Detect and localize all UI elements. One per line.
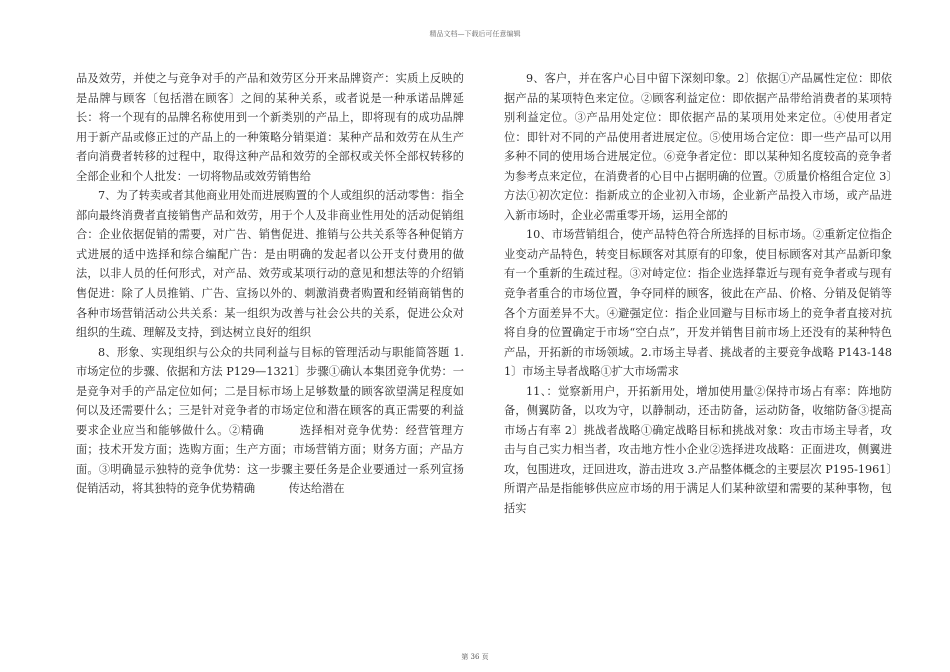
page-header: 精品文档—下载后可任意编辑 — [429, 30, 521, 38]
paragraph: 8、形象、实现组织与公众的共同利益与目标的管理活动与职能简答题 1.市场定位的步骤、依据和方法 P129—1321〕步骤①确认本集团竞争优势：一是竞争对手的产品定位如何；二是目标市场上足够数量的顾客欲望满足程度如何以及还需要什么；三是针对竞争者的市场定位和潜在顾客的真正需要的利益要求企业应当和能够做什么。②精确 选择相对竞争优势：经营管理方面；技术开发方面；选购方面；生产方面；市场营销方面；财务方面；产品方面。③明确显示独特的竞争优势：这一步骤主要任务是企业要通过一系列宣扬促销活动，将其独特的竞争优势精确 传达给潜在 — [76, 345, 464, 496]
paragraph: 品及效劳，并使之与竞争对手的产品和效劳区分开来品牌资产：实质上反映的是品牌与顾客〔包括潜在顾客〕之间的某种关系，或者说是一种承诺品牌延长：将一个现有的品牌名称使用到一个新类别的产品上，即将现有的成功品牌用于新产品或修正过的产品上的一种策略分销渠道：某种产品和效劳在从生产者向消费者转移的过程中，取得这种产品和效劳的全部权或关怀全部权转移的全部企业和个人批发：一切将物品或效劳销售给 — [76, 72, 464, 183]
page-number: 第 36 页 — [461, 653, 489, 661]
left-column — [76, 69, 464, 499]
paragraph: 7、为了转卖或者其他商业用处而进展购置的个人或组织的活动零售：指全部向最终消费者直接销售产品和效劳，用于个人及非商业性用处的活动促销组合：企业依据促销的需要，对广告、销售促进、推销与公共关系等各种促销方式进展的适中选择和综合编配广告：是由明确的发起者以公开支付费用的做法，以非人员的任何形式，对产品、效劳或某项行动的意见和想法等的介绍销售促进：除了人员推销、广告、宣扬以外的、刺激消费者购置和经销商销售的各种市场营销活动公共关系：某一组织为改善与社会公共的关系，促进公众对组织的生疏、理解及支持，到达树立良好的组织 — [76, 189, 464, 340]
paragraph: 11、：觉察新用户，开拓新用处，增加使用量②保持市场占有率：阵地防备，侧翼防备，以攻为守，以静制动，还击防备，运动防备，收缩防备③提高市场占有率 2〕挑战者战略①确定战略目标和挑战对象：攻击市场主导者，攻击与自己实力相当者，攻击地方性小企业②选择进攻战略：正面进攻，侧翼进攻，包围进攻，迂回进攻，游击进攻 3.产品整体概念的主要层次 P195-1961〕所谓产品是指能够供应应市场的用于满足人们某种欲望和需要的某种事物，包括实 — [504, 384, 892, 516]
right-column — [504, 69, 892, 519]
paragraph: 10、市场营销组合，使产品特色符合所选择的目标市场。②重新定位指企业变动产品特色，转变目标顾客对其原有的印象，使目标顾客对其产品新印象有一个重新的生疏过程。③对峙定位：指企业选择靠近与现有竞争者或与现有竞争者重合的市场位置，争夺同样的顾客，彼此在产品、价格、分销及促销等各个方面差异不大。④避强定位：指企业回避与目标市场上的竞争者直接对抗将自身的位置确定于市场“空白点”，开发并销售目前市场上还没有的某种特色产品，开拓新的市场领域。2.市场主导者、挑战者的主要竞争战略 P143-1481〕市场主导者战略①扩大市场需求 — [504, 228, 892, 379]
paragraph: 9、客户，并在客户心目中留下深刻印象。2〕依据①产品属性定位：即依据产品的某项特色来定位。②顾客利益定位：即依据产品带给消费者的某项特别利益定位。③产品用处定位：即依据产品的某项用处来定位。④使用者定位：即针对不同的产品使用者进展定位。⑤使用场合定位：即一些产品可以用多种不同的使用场合进展定位。⑥竞争者定位：即以某种知名度较高的竞争者为参考点来定位，在消费者的心目中占据明确的位置。⑦质量价格组合定位 3〕方法①初次定位：指新成立的企业初入市场，企业新产品投入市场，或产品进入新市场时，企业必需重零开场，运用全部的 — [504, 72, 892, 222]
